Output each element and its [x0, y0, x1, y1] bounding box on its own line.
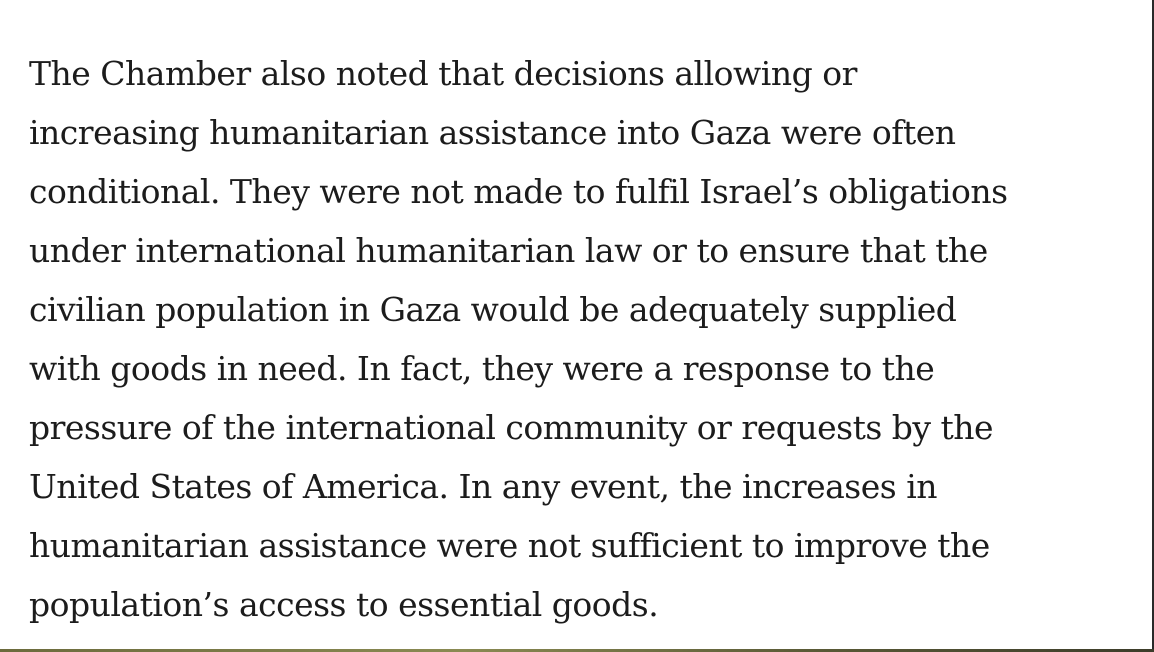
paragraph-line: humanitarian assistance were not sufficient to improve the [29, 526, 990, 565]
paragraph-line: population’s access to essential goods. [29, 585, 659, 624]
paragraph-line: The Chamber also noted that decisions allowing or [29, 54, 857, 93]
paragraph-line: with goods in need. In fact, they were a response to the [29, 349, 935, 388]
paragraph-line: civilian population in Gaza would be adequately supplied [29, 290, 957, 329]
paragraph-line: increasing humanitarian assistance into Gaza were often [29, 113, 956, 152]
paragraph-line: under international humanitarian law or to ensure that the [29, 231, 988, 270]
paragraph-line: pressure of the international community or requests by the [29, 408, 994, 447]
paragraph-line: United States of America. In any event, the increases in [29, 467, 938, 506]
paragraph-line: conditional. They were not made to fulfil Israel’s obligations [29, 172, 1008, 211]
article-paragraph [29, 44, 1129, 634]
